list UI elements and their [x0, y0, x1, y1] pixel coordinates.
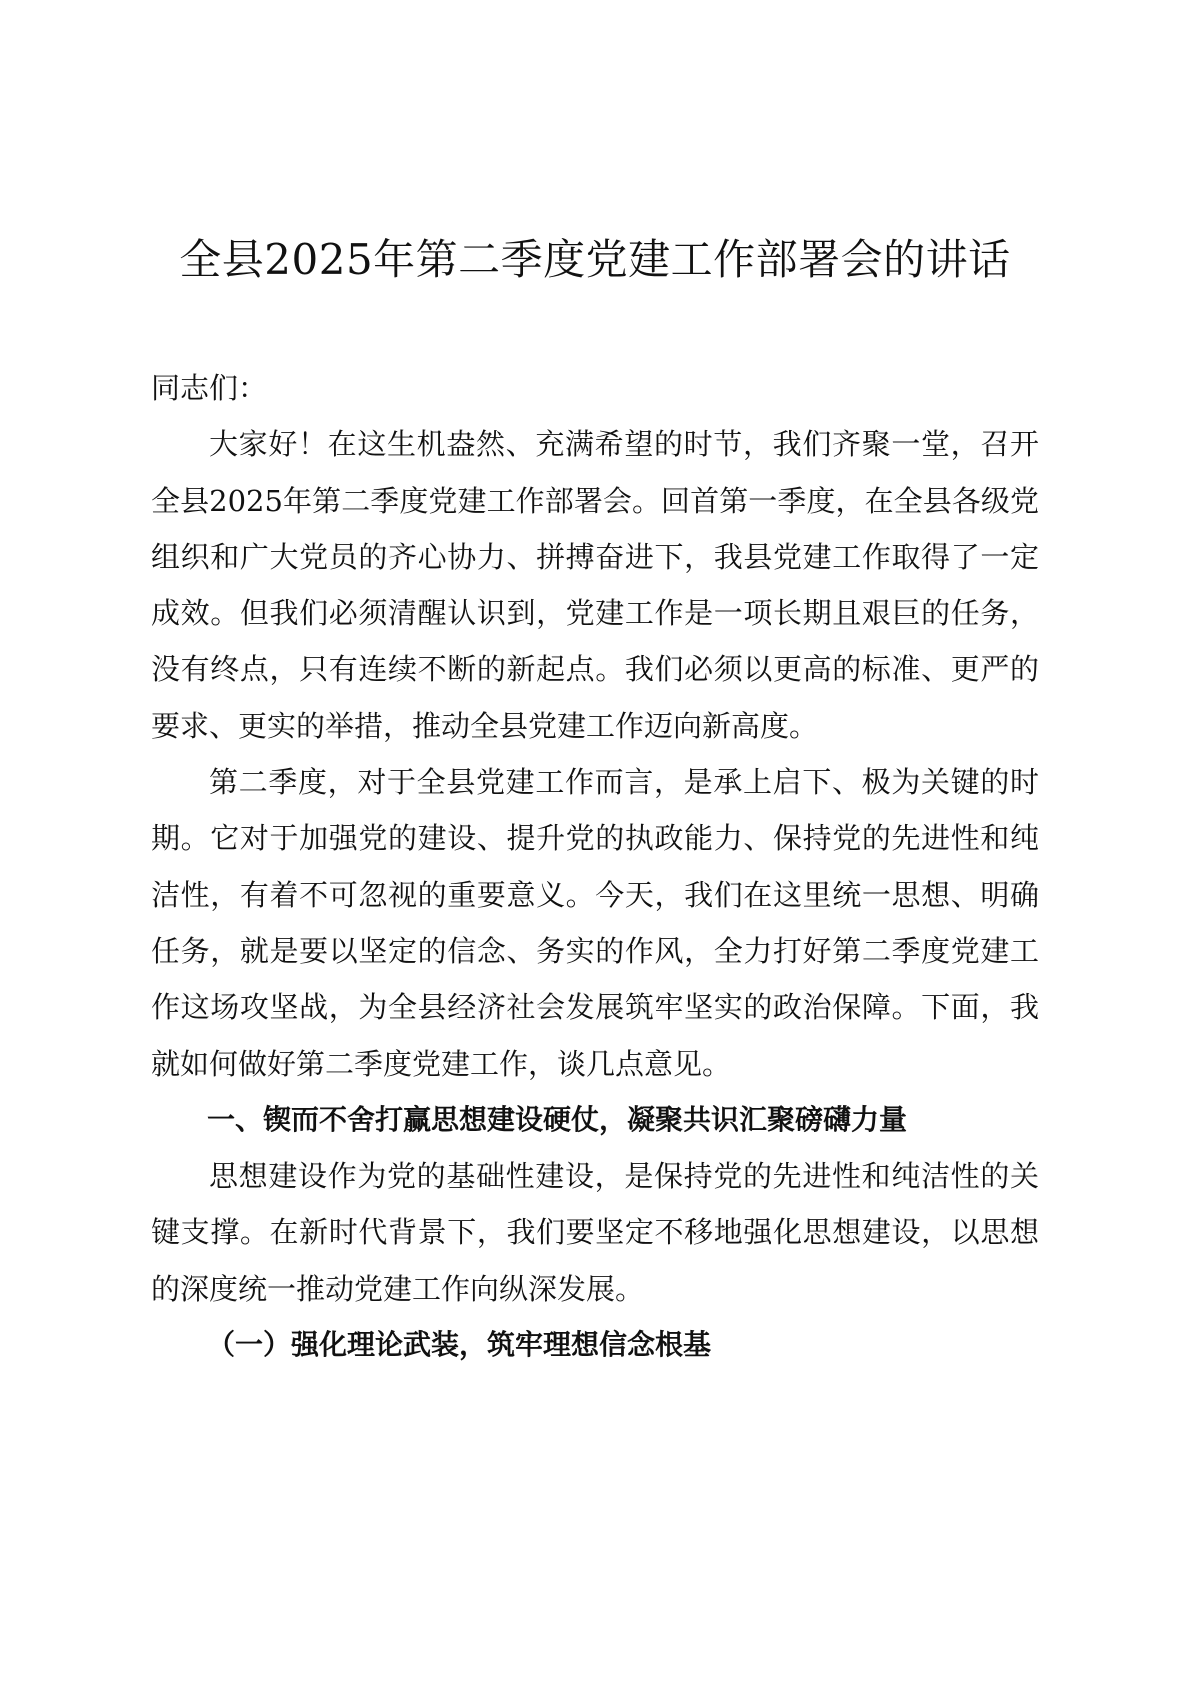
section-heading-1: 一、锲而不舍打赢思想建设硬仗，凝聚共识汇聚磅礴力量 — [207, 1102, 908, 1136]
paragraph-second-quarter: 第二季度，对于全县党建工作而言，是承上启下、极为关键的时期。它对于加强党的建设、提升党的执政能力、保持党的先进性和纯洁性，有着不可忽视的重要意义。今天，我们在这里统一思想、明确任务，就是要以坚定的信念、务实的作风，全力打好第二季度党建工作这场攻坚战，为全县经济社会发展筑牢坚实的政治保障。下面，我就如何做好第二季度党建工作，谈几点意见。 — [151, 765, 1039, 1081]
document-body — [151, 360, 1039, 1373]
document-title: 全县2025年第二季度党建工作部署会的讲话 — [179, 235, 1011, 284]
salutation: 同志们： — [151, 371, 268, 405]
paragraph-opening: 大家好！在这生机盎然、充满希望的时节，我们齐聚一堂，召开全县2025年第二季度党建工作部署会。回首第一季度，在全县各级党组织和广大党员的齐心协力、拼搏奋进下，我县党建工作取得了一定成效。但我们必须清醒认识到，党建工作是一项长期且艰巨的任务，没有终点，只有连续不断的新起点。我们必须以更高的标准、更严的要求、更实的举措，推动全县党建工作迈向新高度。 — [151, 427, 1039, 743]
subheading-1-1: （一）强化理论武装，筑牢理想信念根基 — [207, 1328, 712, 1362]
paragraph-ideological-building: 思想建设作为党的基础性建设，是保持党的先进性和纯洁性的关键支撑。在新时代背景下，我们要坚定不移地强化思想建设，以思想的深度统一推动党建工作向纵深发展。 — [151, 1159, 1039, 1306]
